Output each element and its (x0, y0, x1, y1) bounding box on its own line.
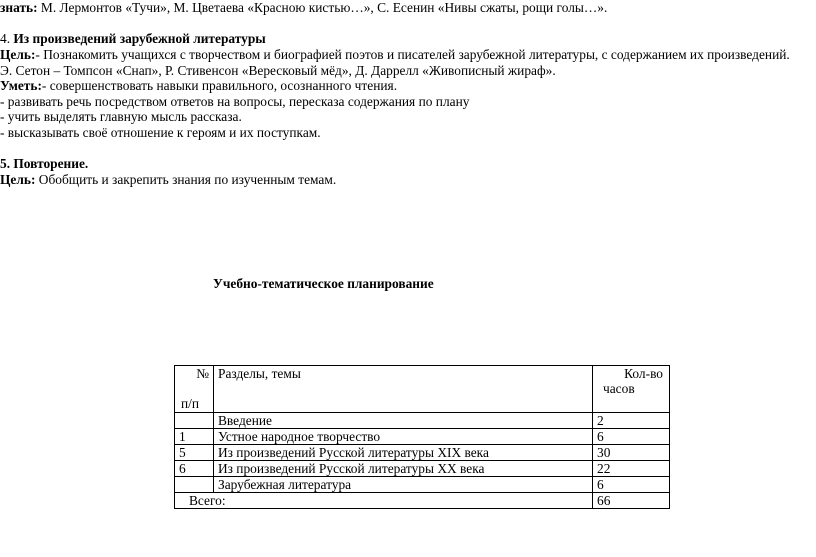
know-line (0, 0, 607, 16)
know-label: знать: (0, 0, 38, 15)
header-num-sign: № (196, 366, 209, 381)
table-row (175, 461, 670, 477)
table-row (175, 413, 670, 429)
section-4-skills-text: - совершенствовать навыки правильного, осознанного чтения. (41, 78, 398, 93)
section-4-goal-text: - Познакомить учащихся с творчеством и биографией поэтов и писателей зарубежной литературы, с содержанием их произведений. (35, 47, 790, 62)
section-4-heading (0, 31, 266, 47)
section-4-skills (0, 78, 397, 94)
header-hours-cell (593, 366, 670, 413)
row-hours: 22 (593, 461, 670, 477)
header-num-pp: п/п (181, 396, 200, 411)
section-4-goal-label: Цель: (0, 47, 36, 62)
header-hours-line1: Кол-во (624, 366, 663, 381)
row-hours: 30 (593, 445, 670, 461)
row-section: Из произведений Русской литературы XX века (214, 461, 593, 477)
section-4-bullet-2: - учить выделять главную мысль рассказа. (0, 109, 242, 124)
table-total-row (175, 493, 670, 509)
row-hours: 6 (593, 429, 670, 445)
section-5-goal-label: Цель: (0, 172, 36, 187)
know-text: М. Лермонтов «Тучи», М. Цветаева «Красною кистью…», С. Есенин «Нивы сжаты, рощи голы…». (37, 0, 608, 15)
row-section: Из произведений Русской литературы XIX века (214, 445, 593, 461)
section-5-heading (0, 156, 88, 172)
section-4-title: Из произведений зарубежной литературы (13, 31, 266, 46)
row-num: 6 (175, 461, 214, 477)
total-hours: 66 (593, 493, 670, 509)
plan-table (174, 365, 670, 509)
section-5-goal (0, 172, 336, 188)
table-header-row (175, 366, 670, 413)
table-row (175, 477, 670, 493)
header-hours-line2: часов (603, 381, 635, 396)
row-hours: 2 (593, 413, 670, 429)
table-row (175, 429, 670, 445)
table-row (175, 445, 670, 461)
section-4-skills-label: Уметь: (0, 78, 42, 93)
row-num: 1 (175, 429, 214, 445)
section-4-bullet-3: - высказывать своё отношение к героям и их поступкам. (0, 125, 321, 140)
row-section: Зарубежная литература (214, 477, 593, 493)
section-4-works: Э. Сетон – Томпсон «Снап», Р. Стивенсон «Вересковый мёд», Д. Даррелл «Живописный жираф». (0, 63, 556, 78)
header-sections-cell: Разделы, темы (214, 366, 593, 413)
section-4-goal (0, 47, 790, 63)
row-num (175, 413, 214, 429)
row-hours: 6 (593, 477, 670, 493)
row-num: 5 (175, 445, 214, 461)
section-4-bullet-1: - развивать речь посредством ответов на вопросы, пересказа содержания по плану (0, 94, 470, 109)
row-section: Введение (214, 413, 593, 429)
section-5-goal-text: Обобщить и закрепить знания по изученным темам. (35, 172, 337, 187)
row-section: Устное народное творчество (214, 429, 593, 445)
row-num (175, 477, 214, 493)
plan-title: Учебно-тематическое планирование (213, 276, 434, 291)
total-label: Всего: (175, 493, 593, 509)
section-5-title: 5. Повторение. (0, 156, 89, 171)
header-num-cell (175, 366, 214, 413)
section-4-number: 4. (0, 31, 14, 46)
